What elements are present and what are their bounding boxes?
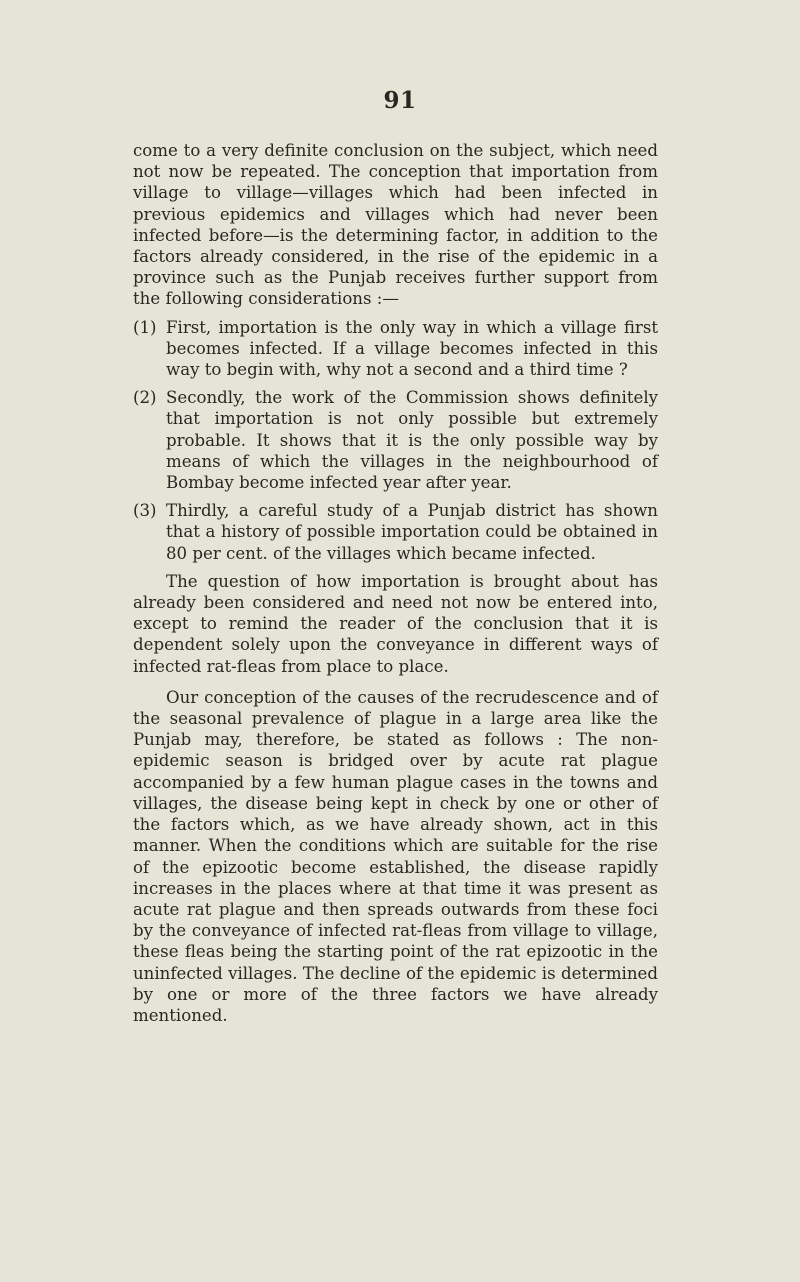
- list-item-text: Secondly, the work of the Commission shows definitely that importation is not only possible but extremely probable. It shows that it is the only possible way by means of which the villages in the neighbourhood of Bombay become infected year after year.: [166, 388, 658, 493]
- body-text: [133, 140, 658, 1026]
- list-item-number: (1): [133, 317, 157, 337]
- intro-paragraph: come to a very definite conclusion on the subject, which need not now be repeated. The conception that importation from village to village—villages which had been infected in previous epidemics and villages which had never been infected before—is the determining factor, in addition to the factors already considered, in the rise of the epidemic in a province such as the Punjab receives further support from the following considerations :—: [133, 141, 658, 309]
- list-item: [133, 387, 658, 493]
- list-item-text: First, importation is the only way in which a village first becomes infected. If a village becomes infected in this way to begin with, why not a second and a third time ?: [166, 317, 658, 380]
- importation-paragraph: The question of how importation is brought about has already been considered and need not now be entered into, except to remind the reader of the conclusion that it is dependent solely upon the conveyance in different ways of infected rat-fleas from place to place.: [133, 571, 658, 676]
- list-item-number: (2): [133, 388, 157, 408]
- page-number: 91: [383, 87, 417, 114]
- list-item-number: (3): [133, 501, 157, 521]
- list-item: [133, 500, 658, 564]
- list-item: [133, 317, 658, 381]
- considerations-list: [133, 317, 658, 564]
- list-item-text: Thirdly, a careful study of a Punjab district has shown that a history of possible importation could be obtained in 80 per cent. of the villages which became infected.: [166, 501, 658, 563]
- recrudescence-paragraph: Our conception of the causes of the recrudescence and of the seasonal prevalence of plague in a large area like the Punjab may, therefore, be stated as follows : The non-epidemic season is bridged over by acute rat plague accompanied by a few human plague cases in the towns and villages, the disease being kept in check by one or other of the factors which, as we have already shown, act in this manner. When the conditions which are suitable for the rise of the epizootic become established, the disease rapidly increases in the places where at that time it was present as acute rat plague and then spreads outwards from these foci by the conveyance of infected rat-fleas from village to village, these fleas being the starting point of the rat epizootic in the uninfected villages. The decline of the epidemic is determined by one or more of the three factors we have already mentioned.: [133, 687, 658, 1025]
